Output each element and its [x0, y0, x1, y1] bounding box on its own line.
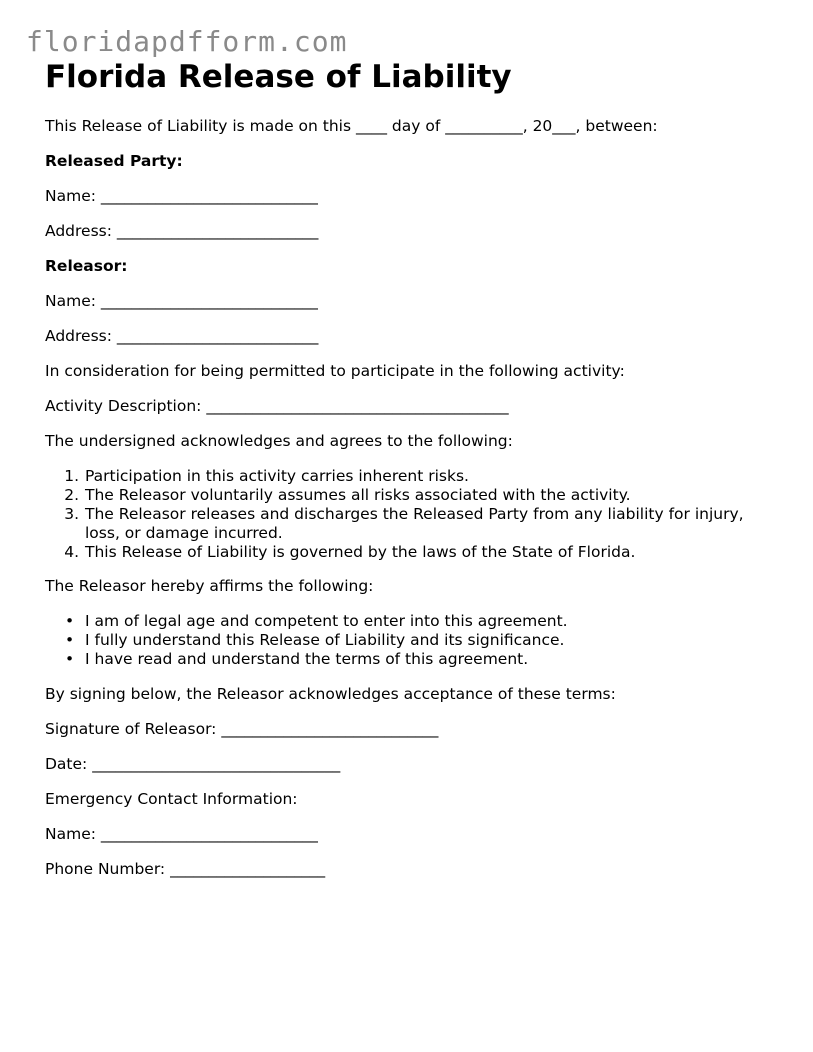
- releasor-address-field: Address: __________________________: [45, 327, 319, 345]
- affirmations-list: [45, 612, 785, 669]
- bullet-icon: •: [65, 612, 75, 630]
- acknowledges-text: The undersigned acknowledges and agrees to the following:: [45, 432, 513, 450]
- list-item: [45, 650, 785, 669]
- list-item-text: This Release of Liability is governed by the laws of the State of Florida.: [85, 543, 636, 561]
- list-item: [45, 486, 785, 505]
- watermark: floridapdfform.com: [26, 25, 348, 58]
- released-party-address-field: Address: __________________________: [45, 222, 319, 240]
- list-item-text-continued: loss, or damage incurred.: [85, 524, 283, 542]
- emergency-name-field: Name: ____________________________: [45, 825, 318, 843]
- consideration-text: In consideration for being permitted to participate in the following activity:: [45, 362, 625, 380]
- date-field: Date: ________________________________: [45, 755, 341, 773]
- released-party-heading: Released Party:: [45, 152, 183, 170]
- page-title: Florida Release of Liability: [45, 59, 512, 95]
- list-item-text: Participation in this activity carries inherent risks.: [85, 467, 469, 485]
- released-party-name-field: Name: ____________________________: [45, 187, 318, 205]
- list-item: [45, 467, 785, 486]
- terms-list: [45, 467, 785, 562]
- list-number: 4.: [64, 543, 79, 561]
- intro-text: This Release of Liability is made on this ____ day of __________, 20___, between:: [45, 117, 658, 135]
- releasor-heading: Releasor:: [45, 257, 128, 275]
- bullet-icon: •: [65, 650, 75, 668]
- affirms-text: The Releasor hereby affirms the following:: [45, 577, 374, 595]
- list-item-text: I am of legal age and competent to enter into this agreement.: [85, 612, 568, 630]
- releasor-name-field: Name: ____________________________: [45, 292, 318, 310]
- activity-description-field: Activity Description: _______________________________________: [45, 397, 509, 415]
- emergency-contact-heading: Emergency Contact Information:: [45, 790, 298, 808]
- list-item: [45, 612, 785, 631]
- list-item: [45, 543, 785, 562]
- list-item-text: I fully understand this Release of Liability and its significance.: [85, 631, 565, 649]
- signature-field: Signature of Releasor: ____________________________: [45, 720, 439, 738]
- list-item: [45, 631, 785, 650]
- list-number: 1.: [64, 467, 79, 485]
- list-item-text: I have read and understand the terms of this agreement.: [85, 650, 529, 668]
- bullet-icon: •: [65, 631, 75, 649]
- list-item-text: The Releasor releases and discharges the Released Party from any liability for injury,: [85, 505, 744, 523]
- list-number: 3.: [64, 505, 79, 523]
- list-number: 2.: [64, 486, 79, 504]
- emergency-phone-field: Phone Number: ____________________: [45, 860, 326, 878]
- list-item: [45, 505, 785, 543]
- signing-text: By signing below, the Releasor acknowledges acceptance of these terms:: [45, 685, 616, 703]
- list-item-text: The Releasor voluntarily assumes all risks associated with the activity.: [85, 486, 631, 504]
